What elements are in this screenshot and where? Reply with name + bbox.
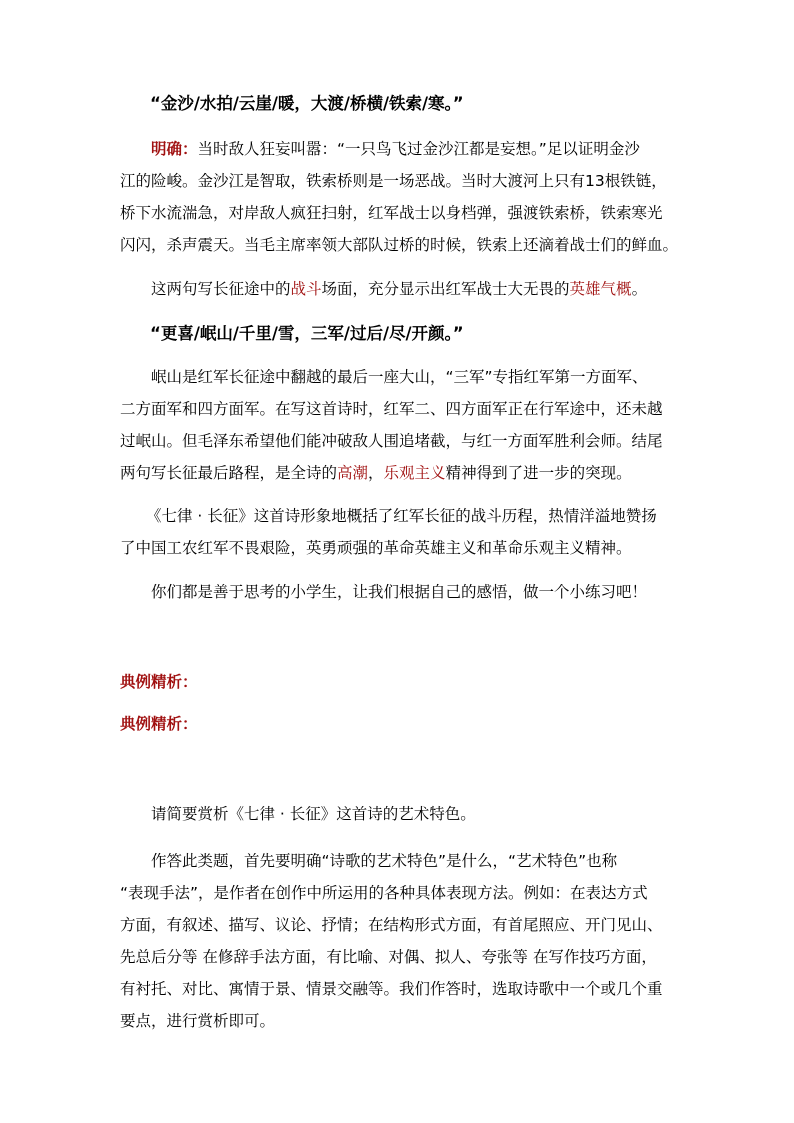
heading-example-analysis-2: 典例精析： <box>120 715 198 733</box>
para1-line4: 闪闪，杀声震天。当毛主席率领大部队过桥的时候，铁索上还滴着战士们的鲜血。 <box>120 236 679 254</box>
paragraph-explanation-1 <box>120 133 760 261</box>
verse-line-1: “金沙/水拍/云崖/暖，大渡/桥横/铁索/寒。” <box>150 94 464 113</box>
highlight-climax: 高潮 <box>337 464 369 482</box>
paragraph-exercise-intro: 你们都是善于思考的小学生，让我们根据自己的感悟，做一个小练习吧！ <box>151 583 648 601</box>
para1-line2: 江的险峻。金沙江是智取，铁索桥则是一场恶战。当时大渡河上只有13根铁链， <box>120 172 667 190</box>
para1-line3: 桥下水流湍急，对岸敌人疯狂扫射，红军战士以身档弹，强渡铁索桥，铁索寒光 <box>120 204 663 222</box>
question-text: 请简要赏析《七律 · 长征》这首诗的艺术特色。 <box>151 805 476 823</box>
para3-line4: 两句写长征最后路程，是全诗的高潮，乐观主义精神得到了进一步的突现。 <box>120 464 632 482</box>
highlight-optimism: 乐观主义 <box>383 464 446 482</box>
paragraph-explanation-2 <box>120 361 760 489</box>
answer-line5: 有衬托、对比、寓情于景、情景交融等。我们作答时，选取诗歌中一个或几个重 <box>120 980 663 998</box>
paragraph-answer <box>120 845 760 1037</box>
highlight-heroic-spirit: 英雄气概 <box>569 280 632 298</box>
answer-line6: 要点，进行赏析即可。 <box>120 1012 276 1030</box>
para3-line2: 二方面军和四方面军。在写这首诗时，红军二、四方面军正在行军途中，还未越 <box>120 400 663 418</box>
para3-line3: 过岷山。但毛泽东希望他们能冲破敌人围追堵截，与红一方面军胜利会师。结尾 <box>120 432 663 450</box>
answer-line4: 先总后分等 在修辞手法方面，有比喻、对偶、拟人、夸张等 在写作技巧方面， <box>120 948 657 966</box>
heading-example-analysis-1: 典例精析： <box>120 673 198 691</box>
answer-line1: 作答此类题，首先要明确“诗歌的艺术特色”是什么，“艺术特色”也称 <box>151 852 618 870</box>
paragraph-summary-1: 这两句写长征途中的战斗场面，充分显示出红军战士大无畏的英雄气概。 <box>151 280 648 298</box>
para4-line1: 《七律 · 长征》这首诗形象地概括了红军长征的战斗历程，热情洋溢地赞扬 <box>146 507 657 525</box>
label-clarify: 明确： <box>151 140 198 158</box>
answer-line2: “表现手法”，是作者在创作中所运用的各种具体表现方法。例如：在表达方式 <box>120 884 648 902</box>
verse-line-2: “更喜/岷山/千里/雪，三军/过后/尽/开颜。” <box>150 324 464 343</box>
answer-line3: 方面，有叙述、描写、议论、抒情；在结构形式方面，有首尾照应、开门见山、 <box>120 916 663 934</box>
para1-line1: 当时敌人狂妄叫嚣：“一只鸟飞过金沙江都是妄想。”足以证明金沙 <box>197 140 640 158</box>
para3-line1: 岷山是红军长征途中翻越的最后一座大山，“三军”专指红军第一方面军、 <box>151 368 648 386</box>
highlight-battle: 战斗 <box>290 280 322 298</box>
para4-line2: 了中国工农红军不畏艰险，英勇顽强的革命英雄主义和革命乐观主义精神。 <box>120 539 632 557</box>
paragraph-conclusion <box>120 500 760 564</box>
